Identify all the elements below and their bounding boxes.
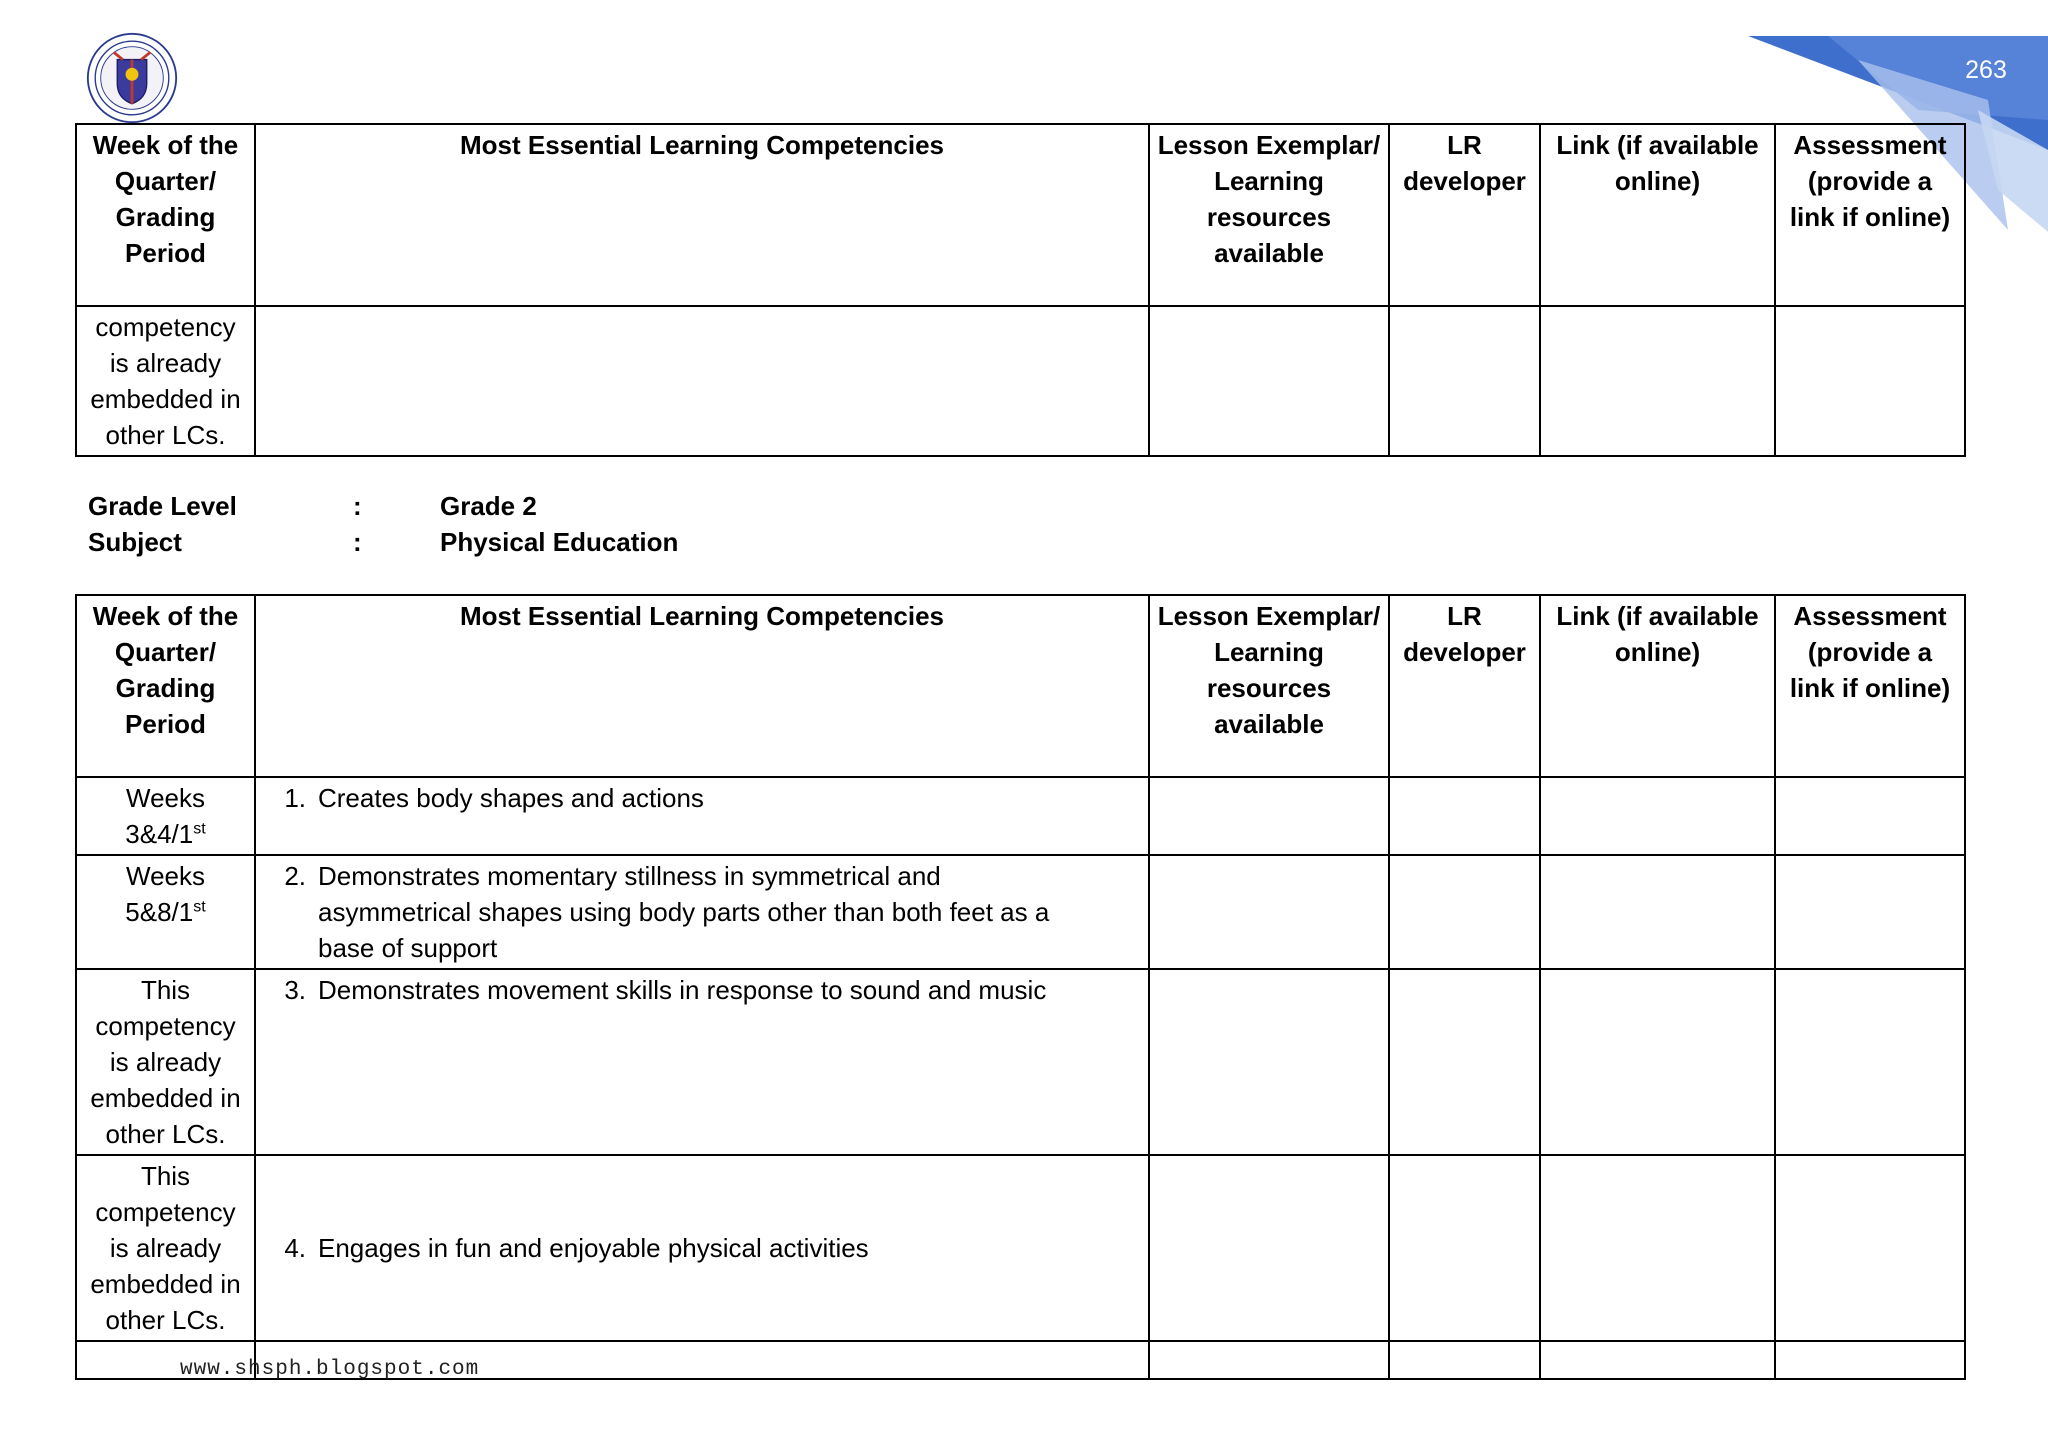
link-cell xyxy=(1540,1155,1775,1341)
link-cell xyxy=(1540,1341,1775,1379)
col-assessment: Assessment (provide a link if online) xyxy=(1775,595,1965,777)
lesson-cell xyxy=(1149,855,1389,969)
link-cell xyxy=(1540,777,1775,855)
competency-text: Creates body shapes and actions xyxy=(318,783,704,813)
competency-cell xyxy=(255,777,1149,855)
table-row xyxy=(76,1155,1965,1341)
lesson-cell xyxy=(1149,1155,1389,1341)
page-number: 263 xyxy=(1965,56,2007,84)
week-cell xyxy=(76,969,255,1155)
lr-cell xyxy=(1389,1155,1540,1341)
competency-table xyxy=(75,594,1966,1380)
link-cell xyxy=(1540,855,1775,969)
subject-row xyxy=(88,524,678,560)
lr-cell xyxy=(1389,855,1540,969)
week-suffix: st xyxy=(193,898,206,916)
deped-seal-icon xyxy=(86,32,178,124)
competency-cell xyxy=(255,855,1149,969)
competency-text: Demonstrates momentary stillness in symmetrical and asymmetrical shapes using body parts other than both feet as a base of support xyxy=(318,861,1050,963)
col-week: Week of the Quarter/ Grading Period xyxy=(76,595,255,777)
week-text: Weeks 3&4/1 xyxy=(125,783,205,849)
table-row xyxy=(76,777,1965,855)
competency-number: 4. xyxy=(284,1233,306,1263)
grade-level-label: Grade Level xyxy=(88,491,237,521)
grade-level-row xyxy=(88,488,678,524)
colon: : xyxy=(353,491,362,521)
col-lesson-exemplar: Lesson Exemplar/ Learning resources available xyxy=(1149,124,1389,306)
lesson-cell xyxy=(1149,1341,1389,1379)
week-text: This competency is already embedded in other LCs. xyxy=(90,1161,241,1335)
competency-number: 3. xyxy=(284,975,306,1005)
assessment-cell xyxy=(1775,777,1965,855)
week-cell: competency is already embedded in other LCs. xyxy=(76,306,255,456)
col-lr-developer: LR developer xyxy=(1389,124,1540,306)
week-cell xyxy=(76,777,255,855)
competency-number: 2. xyxy=(284,861,306,891)
col-lr-developer: LR developer xyxy=(1389,595,1540,777)
footer-url: www.shsph.blogspot.com xyxy=(180,1358,480,1381)
table-row xyxy=(76,969,1965,1155)
assessment-cell xyxy=(1775,969,1965,1155)
col-link: Link (if available online) xyxy=(1540,124,1775,306)
table-row xyxy=(76,306,1965,456)
course-info xyxy=(88,488,678,560)
link-cell xyxy=(1540,306,1775,456)
col-link: Link (if available online) xyxy=(1540,595,1775,777)
col-week: Week of the Quarter/ Grading Period xyxy=(76,124,255,306)
link-cell xyxy=(1540,969,1775,1155)
assessment-cell xyxy=(1775,306,1965,456)
lr-cell xyxy=(1389,306,1540,456)
grade-level-value: Grade 2 xyxy=(440,491,537,521)
table-header-row xyxy=(76,124,1965,306)
week-cell xyxy=(76,1155,255,1341)
lr-cell xyxy=(1389,777,1540,855)
col-competencies: Most Essential Learning Competencies xyxy=(255,124,1149,306)
col-lesson-exemplar: Lesson Exemplar/ Learning resources available xyxy=(1149,595,1389,777)
competency-text: Demonstrates movement skills in response to sound and music xyxy=(318,975,1047,1005)
assessment-cell xyxy=(1775,1155,1965,1341)
lesson-cell xyxy=(1149,306,1389,456)
assessment-cell xyxy=(1775,855,1965,969)
lr-cell xyxy=(1389,1341,1540,1379)
lr-cell xyxy=(1389,969,1540,1155)
week-text: This competency is already embedded in other LCs. xyxy=(90,975,241,1149)
competency-table-continued xyxy=(75,123,1966,457)
table-header-row xyxy=(76,595,1965,777)
lesson-cell xyxy=(1149,969,1389,1155)
competency-cell xyxy=(255,969,1149,1155)
col-assessment: Assessment (provide a link if online) xyxy=(1775,124,1965,306)
col-competencies: Most Essential Learning Competencies xyxy=(255,595,1149,777)
subject-value: Physical Education xyxy=(440,527,679,557)
subject-label: Subject xyxy=(88,527,182,557)
week-text: Weeks 5&8/1 xyxy=(125,861,205,927)
assessment-cell xyxy=(1775,1341,1965,1379)
competency-cell xyxy=(255,1155,1149,1341)
week-cell xyxy=(76,855,255,969)
competency-cell xyxy=(255,306,1149,456)
competency-number: 1. xyxy=(284,783,306,813)
week-suffix: st xyxy=(193,820,206,838)
colon: : xyxy=(353,527,362,557)
table-row xyxy=(76,855,1965,969)
lesson-cell xyxy=(1149,777,1389,855)
competency-text: Engages in fun and enjoyable physical activities xyxy=(318,1233,869,1263)
